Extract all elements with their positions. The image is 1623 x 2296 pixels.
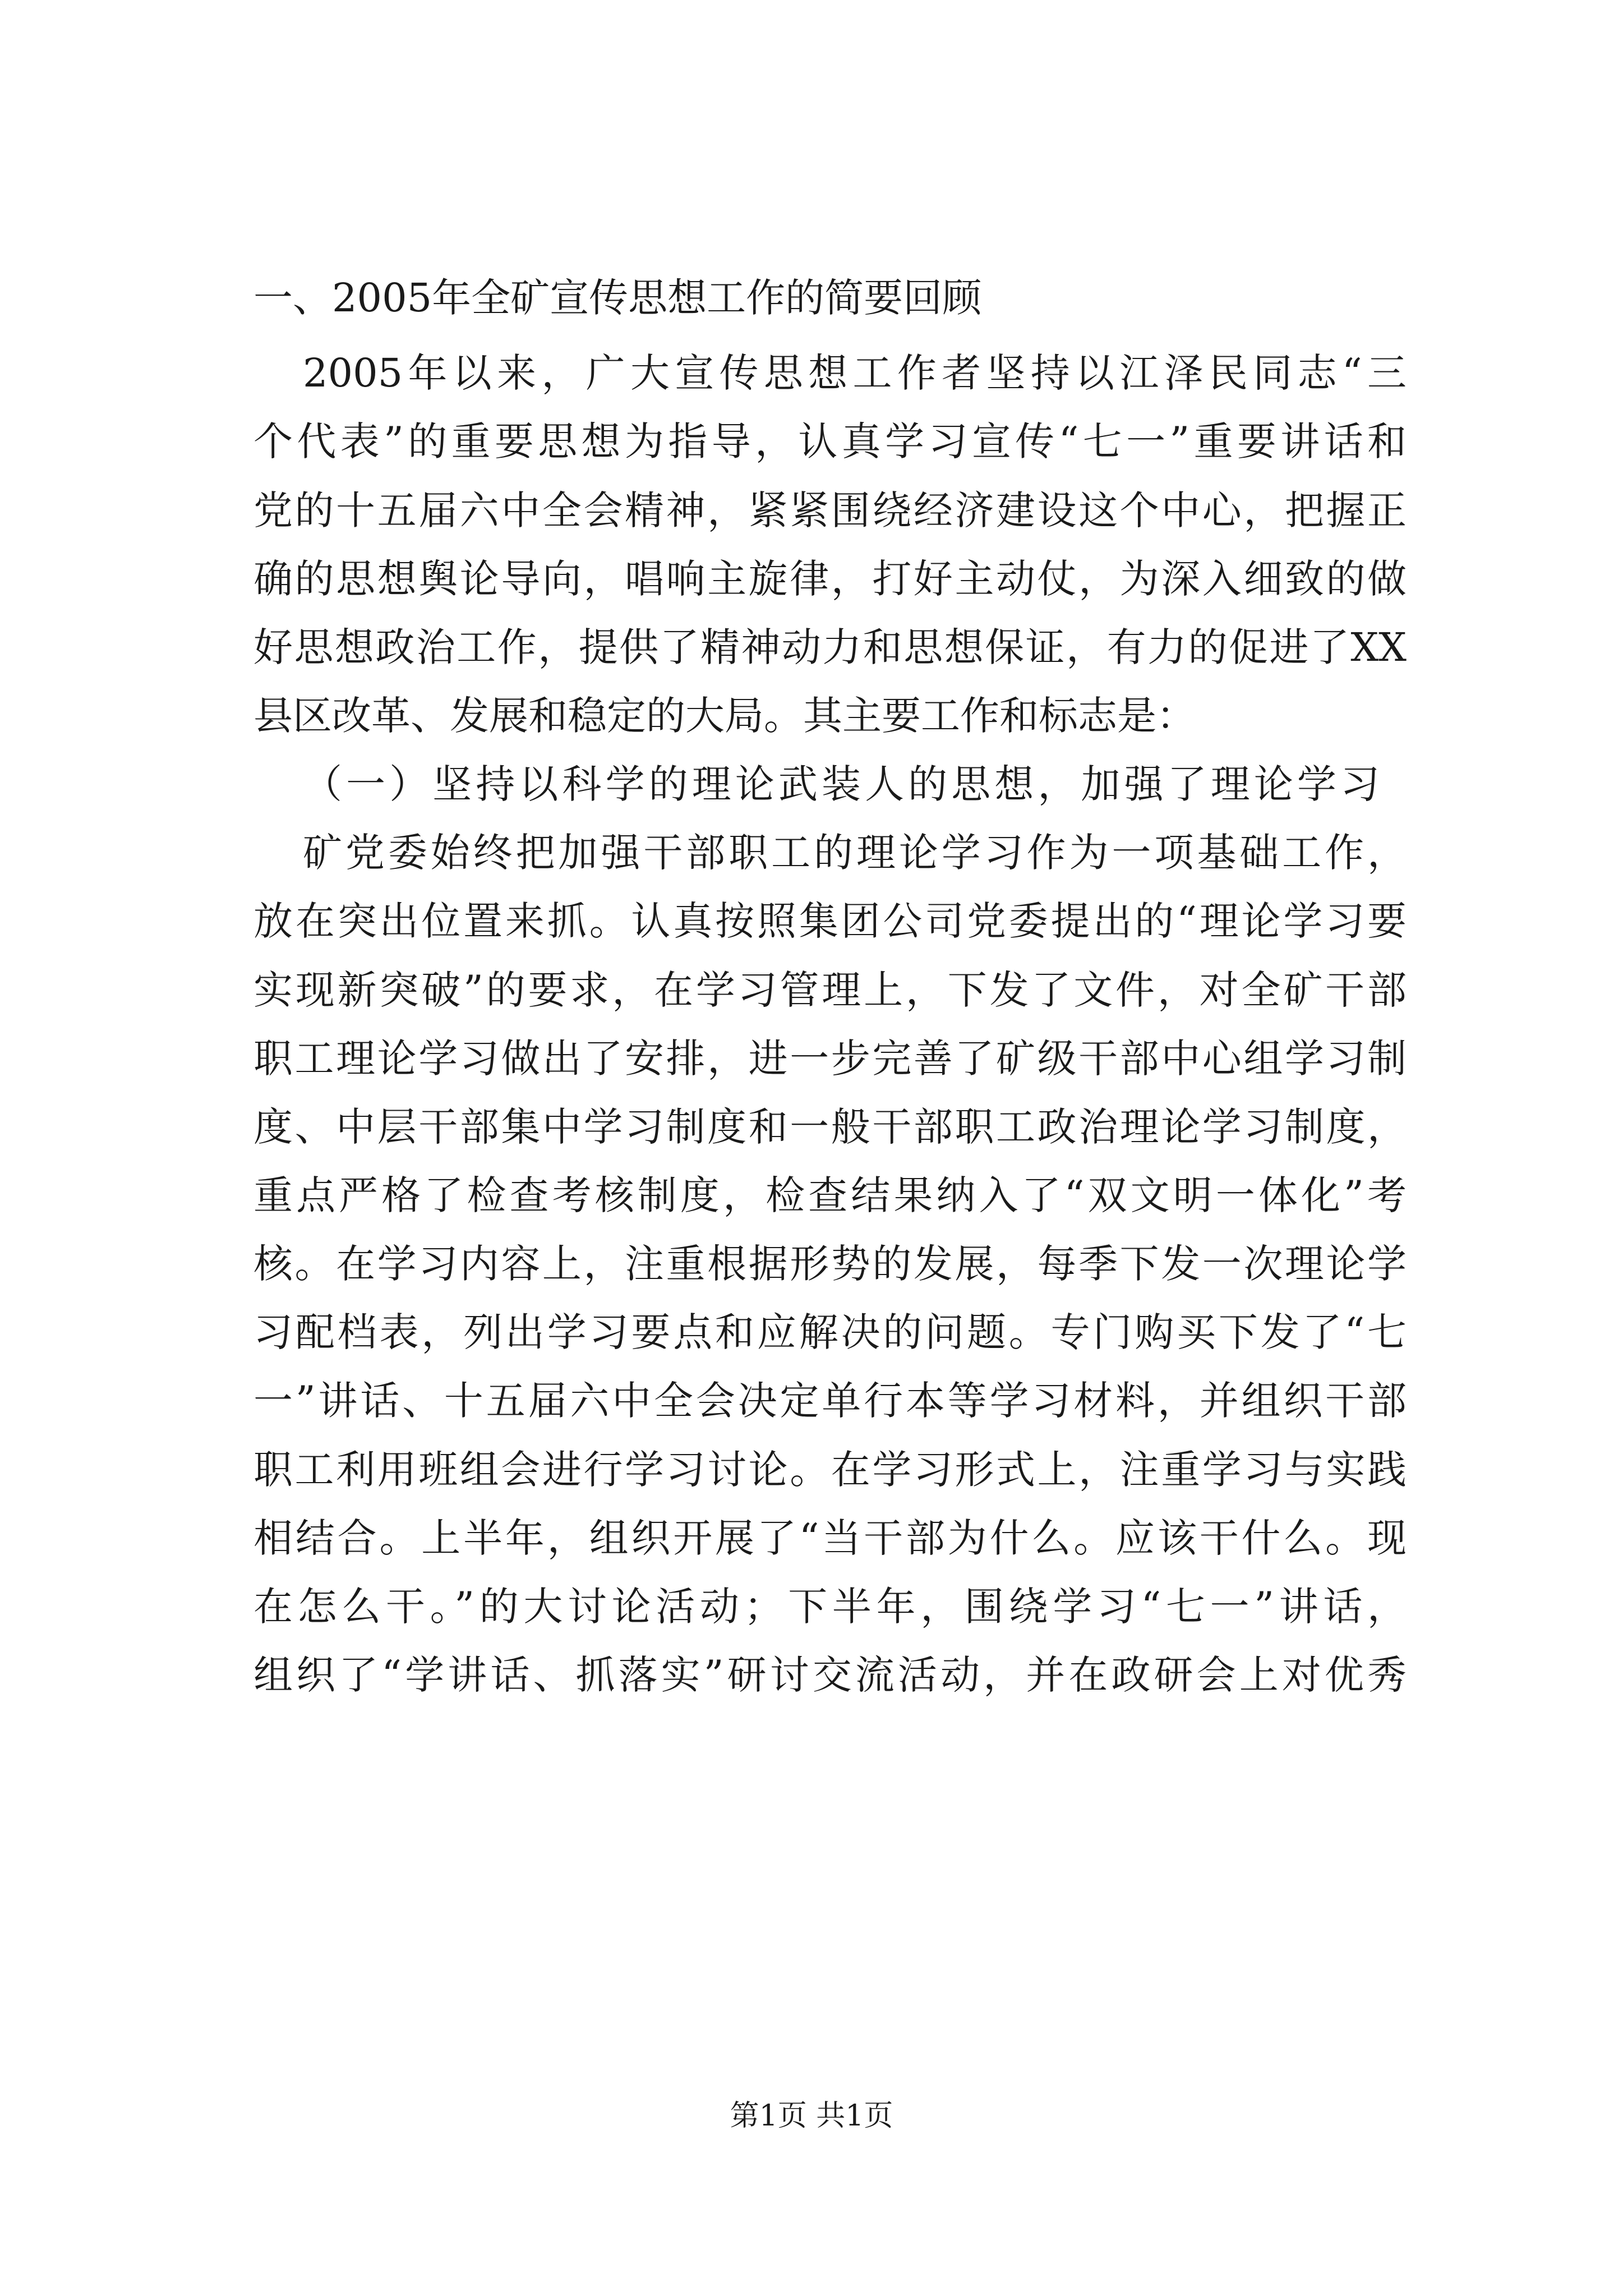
paragraph-line: 党的十五届六中全会精神，紧紧围绕经济建设这个中心，把握正 <box>253 487 1407 533</box>
paragraph-line: 好思想政治工作，提供了精神动力和思想保证，有力的促进了XX <box>253 624 1407 670</box>
paragraph-line: 习配档表，列出学习要点和应解决的问题。专门购买下发了“七 <box>253 1309 1407 1355</box>
page-footer: 第1页 共1页 <box>730 2099 893 2133</box>
paragraph-line: 相结合。上半年，组织开展了“当干部为什么。应该干什么。现 <box>253 1515 1407 1561</box>
paragraph-line: 放在突出位置来抓。认真按照集团公司党委提出的“理论学习要 <box>253 898 1407 944</box>
paragraph-line: 确的思想舆论导向，唱响主旋律，打好主动仗，为深入细致的做 <box>253 556 1407 602</box>
paragraph-line: 在怎么干。”的大讨论活动；下半年，围绕学习“七一”讲话， <box>253 1584 1407 1630</box>
paragraph-line: 个代表”的重要思想为指导，认真学习宣传“七一”重要讲话和 <box>253 418 1407 464</box>
paragraph-line: 重点严格了检查考核制度，检查结果纳入了“双文明一体化”考 <box>253 1172 1407 1218</box>
paragraph-line: 职工理论学习做出了安排，进一步完善了矿级干部中心组学习制 <box>253 1036 1407 1082</box>
paragraph-line: 一”讲话、十五届六中全会决定单行本等学习材料，并组织干部 <box>253 1378 1407 1424</box>
paragraph-line: 实现新突破”的要求，在学习管理上，下发了文件，对全矿干部 <box>253 967 1407 1013</box>
paragraph-line: 度、中层干部集中学习制度和一般干部职工政治理论学习制度， <box>253 1104 1407 1150</box>
subsection-heading: （一）坚持以科学的理论武装人的思想，加强了理论学习 <box>303 761 1380 807</box>
paragraph-line: 县区改革、发展和稳定的大局。其主要工作和标志是： <box>253 693 1196 739</box>
paragraph-line: 核。在学习内容上，注重根据形势的发展，每季下发一次理论学 <box>253 1241 1407 1287</box>
paragraph-line: 职工利用班组会进行学习讨论。在学习形式上，注重学习与实践 <box>253 1447 1407 1493</box>
paragraph-line: 矿党委始终把加强干部职工的理论学习作为一项基础工作， <box>303 830 1407 876</box>
paragraph-line: 组织了“学讲话、抓落实”研讨交流活动，并在政研会上对优秀 <box>253 1652 1407 1698</box>
section-heading: 一、2005年全矿宣传思想工作的简要回顾 <box>253 275 982 321</box>
paragraph-line: 2005年以来，广大宣传思想工作者坚持以江泽民同志“三 <box>303 350 1407 396</box>
